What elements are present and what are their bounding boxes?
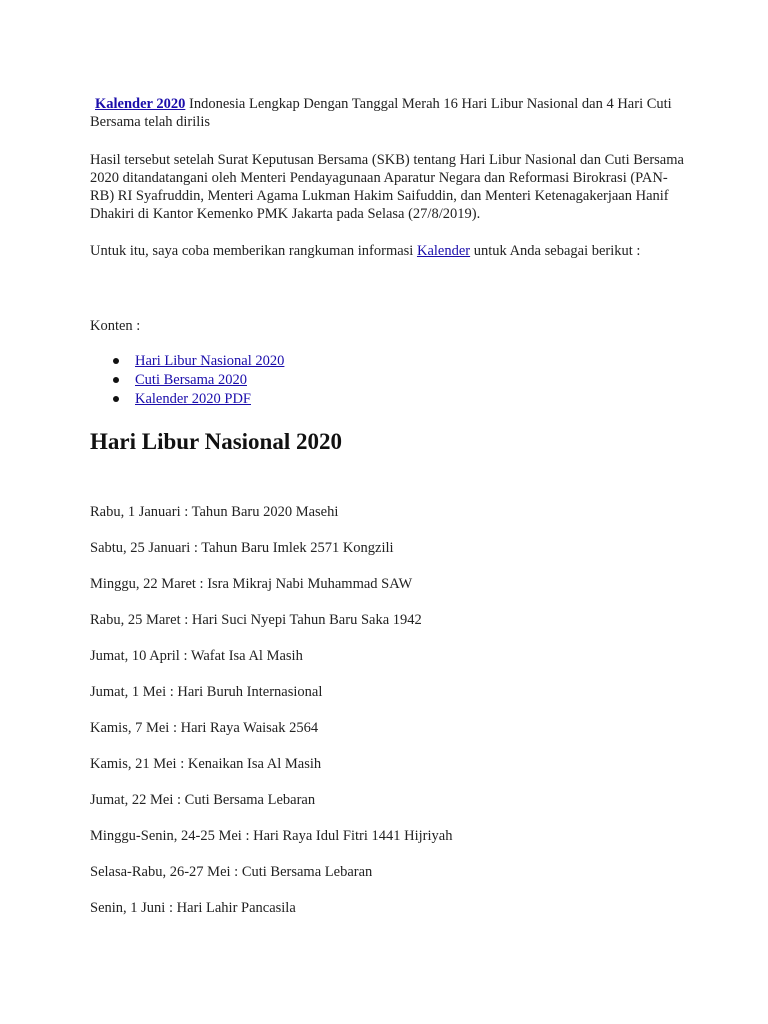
contents-label: Konten : xyxy=(90,318,141,334)
holiday-item: Jumat, 10 April : Wafat Isa Al Masih xyxy=(90,648,303,664)
intro-text: Indonesia Lengkap Dengan Tanggal Merah 16 Hari Libur Nasional dan 4 Hari Cuti Bersama telah dirilis xyxy=(90,96,672,130)
toc-link-kalender-pdf[interactable]: Kalender 2020 PDF xyxy=(135,391,251,407)
holiday-item: Sabtu, 25 Januari : Tahun Baru Imlek 2571 Kongzili xyxy=(90,540,394,556)
kalender-link[interactable]: Kalender xyxy=(416,243,471,259)
table-of-contents xyxy=(90,352,690,409)
toc-link-hari-libur[interactable]: Hari Libur Nasional 2020 xyxy=(135,353,285,369)
summary-paragraph xyxy=(90,242,690,260)
toc-link-cuti-bersama[interactable]: Cuti Bersama 2020 xyxy=(135,372,247,388)
holiday-item: Selasa-Rabu, 26-27 Mei : Cuti Bersama Lebaran xyxy=(90,864,373,880)
bullet-icon xyxy=(113,396,119,402)
holiday-item: Rabu, 1 Januari : Tahun Baru 2020 Masehi xyxy=(90,504,339,520)
holiday-item: Senin, 1 Juni : Hari Lahir Pancasila xyxy=(90,900,296,916)
holiday-item: Kamis, 7 Mei : Hari Raya Waisak 2564 xyxy=(90,720,319,736)
holiday-item: Minggu-Senin, 24-25 Mei : Hari Raya Idul Fitri 1441 Hijriyah xyxy=(90,828,453,844)
kalender-2020-link[interactable]: Kalender 2020 xyxy=(95,96,186,112)
holiday-item: Rabu, 25 Maret : Hari Suci Nyepi Tahun Baru Saka 1942 xyxy=(90,612,422,628)
holiday-item: Jumat, 22 Mei : Cuti Bersama Lebaran xyxy=(90,792,316,808)
bullet-icon xyxy=(113,358,119,364)
toc-item xyxy=(135,371,690,390)
holiday-item: Jumat, 1 Mei : Hari Buruh Internasional xyxy=(90,684,323,700)
skb-paragraph: Hasil tersebut setelah Surat Keputusan Bersama (SKB) tentang Hari Libur Nasional dan Cuti Bersama 2020 ditandatangani oleh Menteri Pendayagunaan Aparatur Negara dan Reformasi Birokrasi (PAN-RB) RI Syafruddin, Menteri Agama Lukman Hakim Saifuddin, dan Menteri Ketenagakerjaan Hanif Dhakiri di Kantor Kemenko PMK Jakarta pada Selasa (27/8/2019). xyxy=(90,152,684,222)
holiday-item: Minggu, 22 Maret : Isra Mikraj Nabi Muhammad SAW xyxy=(90,576,413,592)
toc-item xyxy=(135,390,690,409)
holiday-list xyxy=(90,503,690,935)
intro-paragraph xyxy=(90,95,690,131)
article-body xyxy=(90,93,690,935)
toc-item xyxy=(135,352,690,371)
section-heading: Hari Libur Nasional 2020 xyxy=(90,429,342,454)
summary-text-after: untuk Anda sebagai berikut : xyxy=(470,243,641,259)
holiday-item: Kamis, 21 Mei : Kenaikan Isa Al Masih xyxy=(90,756,322,772)
summary-text-before: Untuk itu, saya coba memberikan rangkuman informasi xyxy=(90,243,417,259)
bullet-icon xyxy=(113,377,119,383)
